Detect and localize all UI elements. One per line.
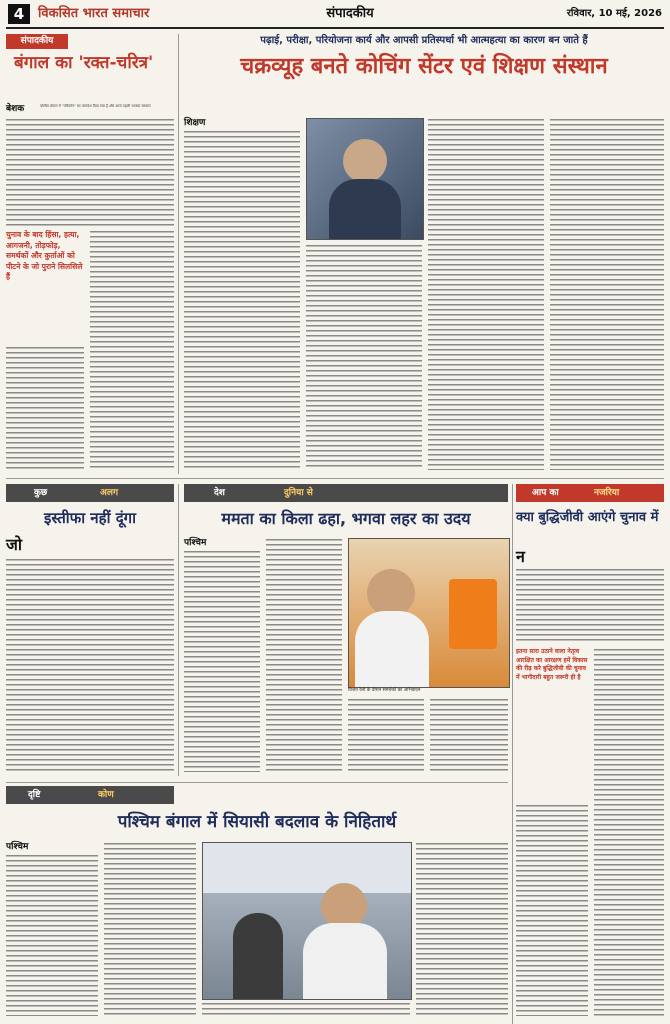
main-photo bbox=[306, 118, 424, 240]
bottom-body-col3 bbox=[202, 1002, 410, 1016]
right-body-col2 bbox=[594, 648, 664, 1016]
mamata-story bbox=[184, 484, 508, 776]
left-body-col1 bbox=[6, 346, 84, 470]
satire-tab1: कुछ bbox=[34, 488, 48, 498]
left-lead-word: बेशक bbox=[6, 104, 25, 114]
section-name: संपादकीय bbox=[326, 6, 374, 21]
mamata-body-col3 bbox=[348, 698, 424, 772]
drishti-tab2: कोण bbox=[98, 790, 114, 800]
left-body-col2 bbox=[90, 230, 174, 470]
bottom-body-col2 bbox=[104, 842, 196, 1016]
person-figure bbox=[233, 913, 283, 999]
nazariya-band bbox=[516, 484, 664, 502]
desh-tab1: देश bbox=[214, 488, 225, 498]
right-body-col1 bbox=[516, 804, 588, 1016]
mamata-body-col2 bbox=[266, 538, 342, 772]
person-figure bbox=[355, 611, 429, 688]
left-body-top bbox=[6, 118, 174, 226]
nazariya-tab2: नजरिया bbox=[594, 488, 620, 498]
mamata-headline: ममता का किला ढहा, भगवा लहर का उदय bbox=[221, 509, 471, 528]
flag-icon bbox=[449, 579, 497, 649]
bottom-body-col4 bbox=[416, 842, 508, 1016]
main-lead-word: शिक्षण bbox=[184, 118, 206, 128]
masthead bbox=[0, 0, 670, 30]
satire-lead-word: जो bbox=[6, 535, 23, 554]
drishti-band bbox=[6, 786, 174, 804]
bottom-photo bbox=[202, 842, 412, 1000]
right-lead-word: न bbox=[516, 547, 525, 566]
nazariya-tab1: आप का bbox=[532, 488, 559, 498]
issue-date: रविवार, 10 मई, 2026 bbox=[566, 8, 662, 19]
paper-name: विकसित भारत समाचार bbox=[38, 6, 150, 21]
right-pullquote: इतना सारा उठाने वाला नेतृत्व आरक्षित का आरक्षण हमें विकास की रीढ़ करे बुद्धिजीवी की चुनाव में भागीदारी बहुत जरूरी ही है bbox=[516, 648, 588, 681]
main-story bbox=[184, 34, 664, 474]
main-kicker: पढ़ाई, परीक्षा, परियोजना कार्य और आपसी प्रतिस्पर्धा भी आत्महत्या का कारण बन जाते हैं bbox=[260, 35, 588, 46]
page-number: 4 bbox=[8, 4, 30, 24]
bottom-headline: पश्चिम बंगाल में सियासी बदलाव के निहितार्थ bbox=[117, 812, 397, 832]
main-body-col4 bbox=[550, 118, 664, 470]
mamata-photo-caption: विजय रैली के दौरान समर्थकों का अभिवादन bbox=[348, 688, 421, 693]
right-headline: क्या बुद्धिजीवी आएंगे चुनाव में bbox=[516, 510, 659, 525]
desh-band bbox=[184, 484, 508, 502]
car-window bbox=[203, 843, 411, 893]
person-figure bbox=[303, 923, 387, 999]
mamata-photo bbox=[348, 538, 510, 688]
right-box bbox=[516, 484, 664, 1020]
main-body-col2 bbox=[306, 244, 422, 470]
drishti-tab1: दृष्टि bbox=[28, 790, 41, 800]
mamata-body-col4 bbox=[430, 698, 508, 772]
person-figure bbox=[367, 569, 415, 617]
left-title: बंगाल का 'रक्त-चरित्र' bbox=[14, 53, 154, 73]
editorial-tag: संपादकीय bbox=[6, 34, 68, 49]
satire-box bbox=[6, 484, 174, 776]
bottom-lead-word: पश्चिम bbox=[6, 842, 29, 852]
right-body-top bbox=[516, 568, 664, 644]
main-body-col3 bbox=[428, 118, 544, 470]
mamata-lead-word: पश्चिम bbox=[184, 538, 207, 548]
mamata-body-col1 bbox=[184, 550, 260, 772]
bottom-story bbox=[6, 786, 508, 1020]
person-figure bbox=[329, 179, 401, 240]
desh-tab2: दुनिया से bbox=[284, 488, 313, 498]
main-headline: चक्रव्यूह बनते कोचिंग सेंटर एवं शिक्षण संस्थान bbox=[240, 54, 608, 79]
main-body-col1 bbox=[184, 130, 300, 470]
left-pullquote: चुनाव के बाद हिंसा, हत्या, आगजनी, तोड़फोड़, समर्थकों और कुर्ताओं को पीटने के जो पुराने सिलसिले हैं bbox=[6, 230, 83, 281]
satire-body bbox=[6, 558, 174, 772]
satire-tab2: अलग bbox=[100, 488, 119, 498]
person-figure bbox=[343, 139, 387, 183]
left-column bbox=[6, 34, 174, 479]
satire-band bbox=[6, 484, 174, 502]
bottom-body-col1 bbox=[6, 854, 98, 1016]
satire-headline: इस्तीफा नहीं दूंगा bbox=[44, 509, 136, 527]
left-lead-text: पश्चिम बंगाल में "परिवर्तन" का जनादेश दिया गया है और आज पहली भाजपा सरकार bbox=[40, 104, 151, 108]
